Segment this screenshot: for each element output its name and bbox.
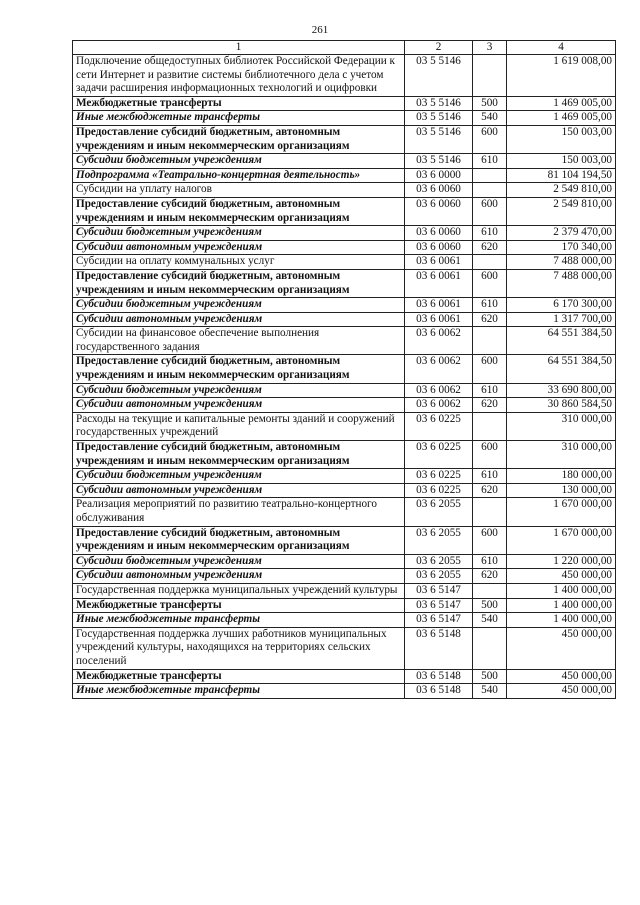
row-code-cell: 03 6 0061 (405, 255, 473, 270)
row-type-cell: 600 (473, 125, 507, 153)
row-amount-cell: 450 000,00 (507, 569, 616, 584)
row-code-cell: 03 6 0062 (405, 383, 473, 398)
row-code-cell: 03 6 5148 (405, 669, 473, 684)
table-row (73, 111, 616, 126)
row-name-cell: Реализация мероприятий по развитию театрально-концертного обслуживания (73, 498, 405, 526)
row-amount-cell: 1 400 000,00 (507, 583, 616, 598)
row-type-cell (473, 327, 507, 355)
row-name-cell: Субсидии автономным учреждениям (73, 312, 405, 327)
row-amount-cell: 180 000,00 (507, 469, 616, 484)
table-row (73, 255, 616, 270)
row-name-cell: Предоставление субсидий бюджетным, автономным учреждениям и иным некоммерческим организациям (73, 355, 405, 383)
row-type-cell: 620 (473, 569, 507, 584)
row-name-cell: Межбюджетные трансферты (73, 96, 405, 111)
row-amount-cell: 150 003,00 (507, 125, 616, 153)
row-type-cell (473, 183, 507, 198)
row-type-cell: 540 (473, 613, 507, 628)
table-row (73, 154, 616, 169)
table-row (73, 554, 616, 569)
table-row (73, 498, 616, 526)
row-code-cell: 03 6 0060 (405, 226, 473, 241)
row-type-cell: 500 (473, 669, 507, 684)
row-amount-cell: 1 469 005,00 (507, 96, 616, 111)
row-amount-cell: 1 400 000,00 (507, 598, 616, 613)
row-amount-cell: 450 000,00 (507, 684, 616, 699)
row-amount-cell: 310 000,00 (507, 412, 616, 440)
row-code-cell: 03 6 0225 (405, 441, 473, 469)
row-code-cell: 03 6 0062 (405, 398, 473, 413)
row-name-cell: Предоставление субсидий бюджетным, автономным учреждениям и иным некоммерческим организациям (73, 197, 405, 225)
row-name-cell: Субсидии автономным учреждениям (73, 483, 405, 498)
row-type-cell: 610 (473, 383, 507, 398)
row-type-cell: 500 (473, 96, 507, 111)
table-row (73, 55, 616, 97)
column-header-type: 3 (473, 41, 507, 55)
table-row (73, 383, 616, 398)
row-code-cell: 03 6 2055 (405, 554, 473, 569)
row-name-cell: Субсидии бюджетным учреждениям (73, 554, 405, 569)
table-row (73, 613, 616, 628)
row-code-cell: 03 6 5147 (405, 598, 473, 613)
row-type-cell: 610 (473, 298, 507, 313)
row-type-cell: 540 (473, 684, 507, 699)
row-type-cell (473, 583, 507, 598)
row-code-cell: 03 6 5148 (405, 684, 473, 699)
row-code-cell: 03 6 0225 (405, 469, 473, 484)
table-row (73, 298, 616, 313)
table-row (73, 168, 616, 183)
row-type-cell (473, 627, 507, 669)
row-name-cell: Государственная поддержка лучших работников муниципальных учреждений культуры, находящихся на территориях сельских поселений (73, 627, 405, 669)
row-name-cell: Субсидии бюджетным учреждениям (73, 298, 405, 313)
row-name-cell: Иные межбюджетные трансферты (73, 111, 405, 126)
row-name-cell: Государственная поддержка муниципальных учреждений культуры (73, 583, 405, 598)
row-name-cell: Субсидии бюджетным учреждениям (73, 383, 405, 398)
row-code-cell: 03 5 5146 (405, 125, 473, 153)
row-name-cell: Предоставление субсидий бюджетным, автономным учреждениям и иным некоммерческим организациям (73, 125, 405, 153)
row-amount-cell: 130 000,00 (507, 483, 616, 498)
row-name-cell: Субсидии автономным учреждениям (73, 569, 405, 584)
table-row (73, 125, 616, 153)
row-amount-cell: 1 619 008,00 (507, 55, 616, 97)
row-amount-cell: 81 104 194,50 (507, 168, 616, 183)
row-amount-cell: 2 549 810,00 (507, 197, 616, 225)
table-row (73, 569, 616, 584)
row-name-cell: Иные межбюджетные трансферты (73, 613, 405, 628)
table-row (73, 598, 616, 613)
row-code-cell: 03 6 2055 (405, 526, 473, 554)
row-code-cell: 03 6 0062 (405, 327, 473, 355)
row-type-cell (473, 168, 507, 183)
table-row (73, 183, 616, 198)
row-name-cell: Предоставление субсидий бюджетным, автономным учреждениям и иным некоммерческим организациям (73, 526, 405, 554)
row-name-cell: Субсидии автономным учреждениям (73, 398, 405, 413)
row-code-cell: 03 6 0061 (405, 298, 473, 313)
row-type-cell: 600 (473, 441, 507, 469)
table-row (73, 469, 616, 484)
row-code-cell: 03 6 0061 (405, 269, 473, 297)
table-row (73, 96, 616, 111)
column-header-amount: 4 (507, 41, 616, 55)
row-code-cell: 03 6 0000 (405, 168, 473, 183)
table-row (73, 627, 616, 669)
table-row (73, 269, 616, 297)
row-code-cell: 03 6 0060 (405, 240, 473, 255)
row-code-cell: 03 6 0225 (405, 412, 473, 440)
table-row (73, 398, 616, 413)
row-code-cell: 03 6 2055 (405, 498, 473, 526)
row-name-cell: Субсидии на финансовое обеспечение выполнения государственного задания (73, 327, 405, 355)
row-amount-cell: 450 000,00 (507, 627, 616, 669)
row-amount-cell: 1 670 000,00 (507, 526, 616, 554)
row-code-cell: 03 6 5147 (405, 583, 473, 598)
row-amount-cell: 7 488 000,00 (507, 255, 616, 270)
row-type-cell: 610 (473, 154, 507, 169)
row-type-cell: 600 (473, 197, 507, 225)
row-name-cell: Субсидии бюджетным учреждениям (73, 469, 405, 484)
row-type-cell: 540 (473, 111, 507, 126)
table-row (73, 226, 616, 241)
row-name-cell: Субсидии бюджетным учреждениям (73, 154, 405, 169)
row-amount-cell: 64 551 384,50 (507, 327, 616, 355)
row-amount-cell: 150 003,00 (507, 154, 616, 169)
column-header-code: 2 (405, 41, 473, 55)
row-code-cell: 03 6 5147 (405, 613, 473, 628)
row-amount-cell: 64 551 384,50 (507, 355, 616, 383)
row-amount-cell: 7 488 000,00 (507, 269, 616, 297)
row-name-cell: Предоставление субсидий бюджетным, автономным учреждениям и иным некоммерческим организациям (73, 441, 405, 469)
row-name-cell: Предоставление субсидий бюджетным, автономным учреждениям и иным некоммерческим организациям (73, 269, 405, 297)
page-number: 261 (311, 24, 329, 36)
table-row (73, 312, 616, 327)
row-name-cell: Субсидии бюджетным учреждениям (73, 226, 405, 241)
row-amount-cell: 1 469 005,00 (507, 111, 616, 126)
row-name-cell: Иные межбюджетные трансферты (73, 684, 405, 699)
row-amount-cell: 1 400 000,00 (507, 613, 616, 628)
row-type-cell (473, 55, 507, 97)
row-code-cell: 03 5 5146 (405, 55, 473, 97)
row-code-cell: 03 6 0061 (405, 312, 473, 327)
table-header-row (73, 41, 616, 55)
row-amount-cell: 6 170 300,00 (507, 298, 616, 313)
row-type-cell: 610 (473, 554, 507, 569)
row-type-cell: 620 (473, 312, 507, 327)
row-type-cell: 610 (473, 469, 507, 484)
row-type-cell: 600 (473, 526, 507, 554)
row-name-cell: Подпрограмма «Театрально-концертная деятельность» (73, 168, 405, 183)
row-amount-cell: 2 549 810,00 (507, 183, 616, 198)
row-amount-cell: 1 670 000,00 (507, 498, 616, 526)
row-type-cell (473, 498, 507, 526)
row-code-cell: 03 6 0062 (405, 355, 473, 383)
row-type-cell (473, 255, 507, 270)
row-name-cell: Расходы на текущие и капитальные ремонты зданий и сооружений государственных учреждений (73, 412, 405, 440)
row-type-cell: 600 (473, 355, 507, 383)
row-type-cell (473, 412, 507, 440)
table-row (73, 355, 616, 383)
row-type-cell: 600 (473, 269, 507, 297)
row-amount-cell: 1 220 000,00 (507, 554, 616, 569)
row-code-cell: 03 6 2055 (405, 569, 473, 584)
table-row (73, 669, 616, 684)
row-code-cell: 03 6 0225 (405, 483, 473, 498)
budget-table (72, 40, 616, 699)
row-name-cell: Субсидии на оплату коммунальных услуг (73, 255, 405, 270)
row-amount-cell: 450 000,00 (507, 669, 616, 684)
row-code-cell: 03 6 5148 (405, 627, 473, 669)
column-header-name: 1 (73, 41, 405, 55)
row-amount-cell: 2 379 470,00 (507, 226, 616, 241)
row-amount-cell: 170 340,00 (507, 240, 616, 255)
row-amount-cell: 310 000,00 (507, 441, 616, 469)
row-code-cell: 03 6 0060 (405, 183, 473, 198)
table-row (73, 441, 616, 469)
row-amount-cell: 1 317 700,00 (507, 312, 616, 327)
row-name-cell: Межбюджетные трансферты (73, 669, 405, 684)
row-code-cell: 03 5 5146 (405, 154, 473, 169)
row-type-cell: 620 (473, 398, 507, 413)
row-type-cell: 620 (473, 240, 507, 255)
row-amount-cell: 33 690 800,00 (507, 383, 616, 398)
table-row (73, 526, 616, 554)
table-row (73, 197, 616, 225)
row-name-cell: Субсидии автономным учреждениям (73, 240, 405, 255)
row-type-cell: 500 (473, 598, 507, 613)
row-amount-cell: 30 860 584,50 (507, 398, 616, 413)
table-row (73, 583, 616, 598)
row-type-cell: 610 (473, 226, 507, 241)
row-name-cell: Субсидии на уплату налогов (73, 183, 405, 198)
table-row (73, 240, 616, 255)
row-code-cell: 03 5 5146 (405, 96, 473, 111)
row-type-cell: 620 (473, 483, 507, 498)
table-row (73, 327, 616, 355)
row-code-cell: 03 6 0060 (405, 197, 473, 225)
row-code-cell: 03 5 5146 (405, 111, 473, 126)
table-row (73, 684, 616, 699)
table-row (73, 483, 616, 498)
table-row (73, 412, 616, 440)
row-name-cell: Подключение общедоступных библиотек Российской Федерации к сети Интернет и развитие системы библиотечного дела с учетом задачи расширения информационных технологий и оцифровки (73, 55, 405, 97)
row-name-cell: Межбюджетные трансферты (73, 598, 405, 613)
